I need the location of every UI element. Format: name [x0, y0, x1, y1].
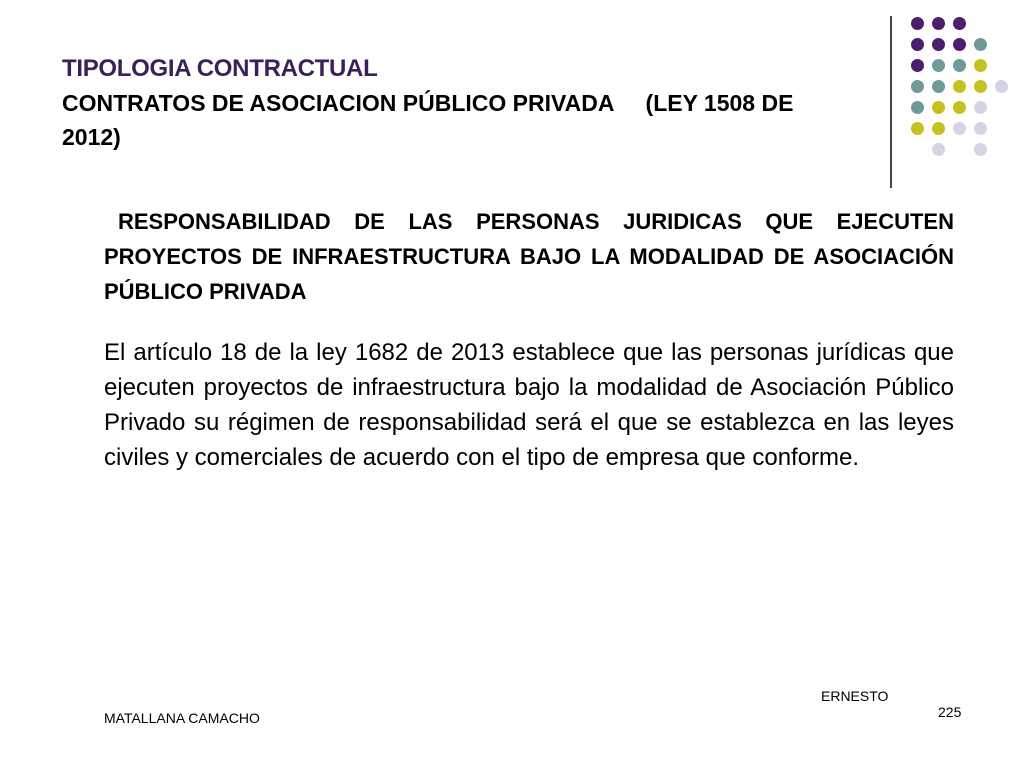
decorative-dot — [911, 122, 924, 135]
decorative-dot — [953, 17, 966, 30]
decorative-dot — [974, 143, 987, 156]
decorative-dot — [953, 80, 966, 93]
decorative-dot — [953, 38, 966, 51]
decorative-dot — [974, 38, 987, 51]
footer-author-first: ERNESTO — [821, 688, 889, 704]
title-block — [62, 52, 852, 154]
page-number: 225 — [938, 704, 962, 720]
decorative-dot — [953, 101, 966, 114]
decorative-dot — [932, 80, 945, 93]
slide-subtitle: CONTRATOS DE ASOCIACION PÚBLICO PRIVADA (LEY 1508 DE 2012) — [62, 90, 800, 150]
decorative-dot — [953, 122, 966, 135]
decorative-dot — [995, 80, 1008, 93]
decorative-dot — [974, 80, 987, 93]
slide-title: TIPOLOGIA CONTRACTUAL — [62, 55, 378, 82]
decorative-dot — [911, 38, 924, 51]
decorative-dot — [911, 80, 924, 93]
slide-content — [104, 204, 954, 475]
decorative-dot — [932, 122, 945, 135]
decorative-dot — [974, 59, 987, 72]
vertical-divider — [890, 16, 892, 188]
decorative-dot — [911, 17, 924, 30]
decorative-dot — [932, 38, 945, 51]
decorative-dot — [932, 17, 945, 30]
decorative-dot — [974, 122, 987, 135]
decorative-dot — [932, 101, 945, 114]
decorative-dot — [932, 59, 945, 72]
body-paragraph: El artículo 18 de la ley 1682 de 2013 establece que las personas jurídicas que ejecuten proyectos de infraestructura bajo la modalidad de Asociación Público Privado su régimen de responsabilidad será el que se establezca en las leyes civiles y comerciales de acuerdo con el tipo de empresa que conforme. — [104, 339, 954, 471]
decorative-dot — [911, 59, 924, 72]
decorative-dot — [974, 101, 987, 114]
section-heading: RESPONSABILIDAD DE LAS PERSONAS JURIDICAS QUE EJECUTEN PROYECTOS DE INFRAESTRUCTURA BAJO LA MODALIDAD DE ASOCIACIÓN PÚBLICO PRIVADA — [104, 209, 954, 304]
decorative-dot — [953, 59, 966, 72]
footer-author-last: MATALLANA CAMACHO — [104, 710, 260, 726]
decorative-dot — [911, 101, 924, 114]
decorative-dot — [932, 143, 945, 156]
